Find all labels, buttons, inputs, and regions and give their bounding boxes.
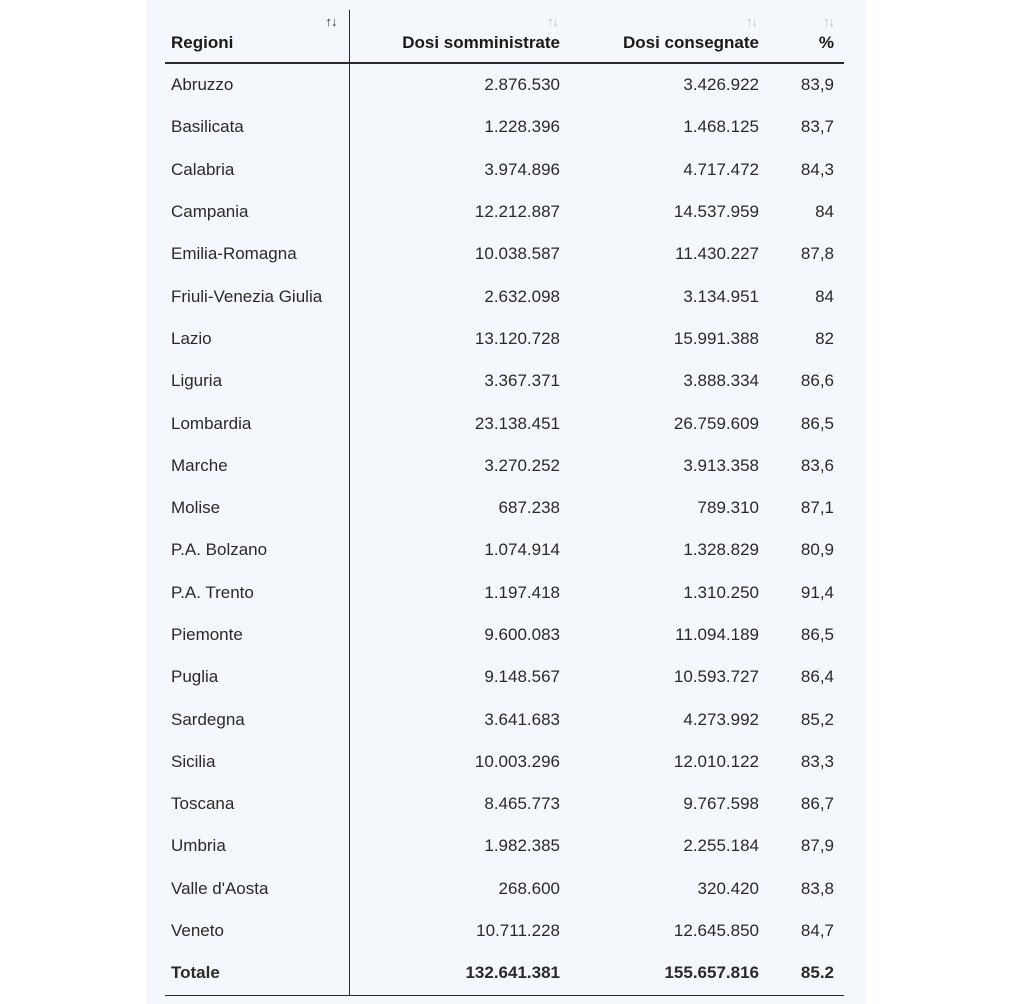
header-regioni[interactable] [165,10,349,63]
cell-regione: Basilicata [165,106,349,148]
cell-percent: 86,4 [800,667,834,687]
cell-percent: 80,9 [800,540,834,560]
table-row [165,191,844,233]
header-dosi-somministrate[interactable] [349,10,570,63]
cell-percent: 85,2 [800,709,834,729]
cell-dosi-consegnate: 14.537.959 [673,202,759,222]
table-header-row [165,10,844,63]
cell-dosi-consegnate: 12.645.850 [673,921,759,941]
cell-dosi-consegnate: 11.094.189 [675,625,759,644]
cell-dosi-consegnate: 15.991.388 [673,328,759,348]
cell-percent: 87,9 [800,836,834,856]
cell-regione: Sardegna [165,698,349,740]
table-total-row [165,952,844,995]
cell-dosi-somministrate: 23.138.451 [474,413,560,433]
table-row [165,741,844,783]
table-row [165,910,844,952]
table-row [165,572,844,614]
cell-dosi-consegnate: 1.468.125 [683,117,759,137]
cell-dosi-somministrate: 10.003.296 [474,751,560,771]
table-body [165,63,844,952]
table-row [165,529,844,571]
cell-percent: 83,7 [800,117,834,137]
header-label: Dosi consegnate [622,33,759,52]
cell-dosi-consegnate: 10.593.727 [673,667,759,687]
table-row [165,275,844,317]
table-row [165,825,844,867]
cell-percent: 86,6 [800,371,834,391]
cell-percent: 87,8 [800,244,834,264]
table-row [165,614,844,656]
cell-dosi-consegnate: 12.010.122 [673,751,759,771]
table-row [165,656,844,698]
table-row [165,783,844,825]
cell-dosi-somministrate: 1.197.418 [484,582,560,602]
cell-dosi-somministrate: 3.641.683 [484,709,560,729]
cell-dosi-consegnate: 789.310 [697,498,759,518]
cell-dosi-consegnate: 3.426.922 [683,75,759,95]
cell-dosi-consegnate: 320.420 [697,878,759,898]
cell-regione: Toscana [165,783,349,825]
cell-percent: 87,1 [800,498,834,518]
table-row [165,318,844,360]
cell-percent: 91,4 [800,582,834,602]
cell-dosi-somministrate: 2.876.530 [484,75,560,95]
cell-percent: 83,8 [800,878,834,898]
cell-regione: Puglia [165,656,349,698]
cell-percent: 82 [815,328,834,348]
cell-dosi-somministrate: 3.367.371 [484,371,560,391]
cell-dosi-somministrate: 3.270.252 [484,455,560,475]
cell-dosi-somministrate: 1.228.396 [484,117,560,137]
cell-dosi-somministrate: 10.038.587 [474,244,560,264]
table-row [165,233,844,275]
table-row [165,149,844,191]
cell-dosi-consegnate: 1.328.829 [683,540,759,560]
cell-percent: 84 [815,202,834,222]
cell-dosi-consegnate: 3.888.334 [683,371,759,391]
cell-dosi-somministrate: 8.465.773 [484,794,560,814]
cell-percent: 84,7 [800,921,834,941]
cell-regione: P.A. Trento [165,572,349,614]
table-row [165,402,844,444]
cell-regione: Marche [165,445,349,487]
cell-dosi-somministrate: 1.074.914 [484,540,560,560]
cell-percent: 86,5 [800,413,834,433]
header-label: Dosi somministrate [402,33,560,52]
cell-regione: Friuli-Venezia Giulia [165,275,349,317]
cell-dosi-somministrate: 12.212.887 [474,202,560,222]
table-row [165,487,844,529]
cell-regione: Lazio [165,318,349,360]
table-row [165,445,844,487]
cell-percent: 83,6 [800,455,834,475]
cell-regione: Campania [165,191,349,233]
cell-regione: P.A. Bolzano [165,529,349,571]
cell-regione: Veneto [165,910,349,952]
total-consegnate: 155.657.816 [570,952,769,995]
cell-dosi-somministrate: 9.600.083 [484,625,560,644]
cell-dosi-consegnate: 9.767.598 [683,794,759,814]
cell-dosi-somministrate: 2.632.098 [484,286,560,306]
cell-percent: 84 [815,286,834,306]
cell-dosi-somministrate: 268.600 [498,878,560,898]
cell-dosi-somministrate: 3.974.896 [484,159,560,179]
cell-dosi-consegnate: 1.310.250 [683,582,759,602]
cell-dosi-consegnate: 4.273.992 [683,709,759,729]
cell-dosi-consegnate: 3.913.358 [683,455,759,475]
cell-dosi-somministrate: 9.148.567 [484,667,560,687]
table-row [165,106,844,148]
cell-dosi-consegnate: 2.255.184 [683,836,759,856]
table-row [165,360,844,402]
total-label: Totale [165,952,349,995]
cell-percent: 86,7 [800,794,834,814]
header-percent[interactable] [769,10,844,63]
cell-dosi-consegnate: 11.430.227 [675,244,759,264]
cell-regione: Piemonte [165,614,349,656]
cell-dosi-somministrate: 10.711.228 [476,921,560,941]
cell-dosi-consegnate: 3.134.951 [683,286,759,306]
cell-dosi-consegnate: 4.717.472 [683,159,759,179]
total-somministrate: 132.641.381 [349,952,570,995]
cell-regione: Emilia-Romagna [165,233,349,275]
vaccine-doses-table [165,10,844,996]
cell-percent: 83,9 [800,75,834,95]
cell-dosi-consegnate: 26.759.609 [673,413,759,433]
cell-regione: Sicilia [165,741,349,783]
header-label: % [818,33,834,52]
cell-dosi-somministrate: 687.238 [498,498,560,518]
sort-arrows-icon[interactable]: ↑↓ [325,14,337,29]
cell-regione: Molise [165,487,349,529]
cell-regione: Umbria [165,825,349,867]
sort-arrows-icon[interactable]: ↑↓ [746,14,757,29]
cell-percent: 86,5 [800,625,834,644]
cell-regione: Valle d'Aosta [165,868,349,910]
table-row [165,868,844,910]
cell-dosi-somministrate: 13.120.728 [474,328,560,348]
cell-percent: 83,3 [800,751,834,771]
header-label: Regioni [171,33,234,52]
cell-regione: Abruzzo [165,63,349,106]
sort-arrows-icon[interactable]: ↑↓ [823,14,834,29]
table-row [165,698,844,740]
total-percent: 85.2 [769,952,844,995]
header-dosi-consegnate[interactable] [570,10,769,63]
cell-regione: Lombardia [165,402,349,444]
cell-percent: 84,3 [800,159,834,179]
table-row [165,63,844,106]
sort-arrows-icon[interactable]: ↑↓ [547,14,558,29]
cell-dosi-somministrate: 1.982.385 [484,836,560,856]
cell-regione: Calabria [165,149,349,191]
cell-regione: Liguria [165,360,349,402]
